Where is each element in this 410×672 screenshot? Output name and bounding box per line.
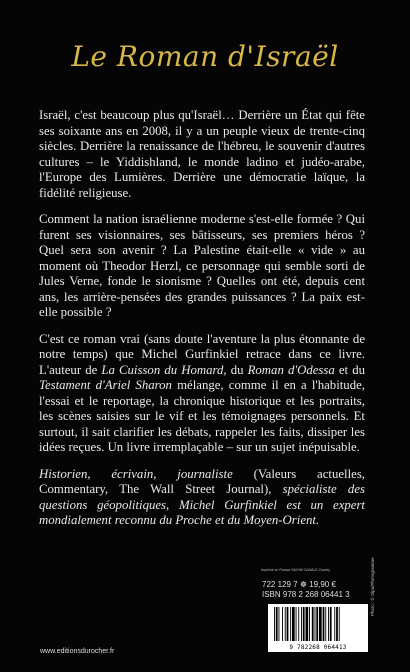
paragraph-3 xyxy=(39,332,365,456)
back-cover-text xyxy=(39,108,365,540)
barcode xyxy=(268,604,368,652)
paragraph-2: Comment la nation israélienne moderne s'est-elle formée ? Qui furent ses visionnaires, ses bâtisseurs, ses premiers héros ? Quel sera son avenir ? La Palestine était-elle « vide » au moment où Theodor Herzl, ce personnage qui semble sorti de Jules Verne, fonde le sionisme ? Quelles ont été, depuis cent ans, les arrière-pensées des grandes puissances ? La paix est-elle possible ? xyxy=(39,212,365,319)
photo-credits: Photo : © Sipa/Photogramme xyxy=(370,557,375,616)
price-line: 722 129 7 ☸ 19,90 € xyxy=(262,580,336,589)
book-title-2: Roman d'Odessa xyxy=(247,362,335,377)
imprint-text: Imprimé en France SAGIM CANALE Courtry xyxy=(261,568,331,572)
paragraph-3-part-1: C'est ce roman vrai (sans doute l'aventure la plus étonnante de notre temps) que Michel Gurfinkiel retrace dans ce livre. L'auteur de xyxy=(39,331,365,377)
book-title: Le Roman d'Israël xyxy=(71,40,339,73)
barcode-icon xyxy=(268,604,368,644)
author-bio-roman: (Valeurs actuelles, Commentary, The Wall Street Journal), xyxy=(39,466,365,496)
author-bio-italic-2: spécialiste des questions géopolitiques, Michel Gurfinkiel est un expert mondialement reconnu du Proche et du Moyen-Orient. xyxy=(39,482,365,527)
paragraph-1: Israël, c'est beaucoup plus qu'Israël… Derrière un État qui fête ses soixante ans en 2008, il y a un peuple vieux de trente-cinq siècles. Derrière la renaissance de l'hébreu, le souvenir d'autres cultures – le Yiddishland, le monde ladino et judéo-arabe, l'Europe des Lumières. Derrière une démocratie laïque, la fidélité religieuse. xyxy=(39,108,365,200)
book-title-3: Testament d'Ariel Sharon xyxy=(39,378,172,392)
isbn-text: ISBN 978 2 268 06441 3 xyxy=(262,590,350,599)
book-title-1: La Cuisson du Homard xyxy=(101,362,224,377)
paragraph-3-part-4: mélange, comme il en a l'habitude, l'essai et le reportage, la chronique historique et les portraits, les scènes saisies sur le vif et les témoignages personnels. Et surtout, il sait clarifier les débats, rappeler les faits, dissiper les idées reçues. Un livre irremplaçable – sur un sujet inépuisable. xyxy=(39,378,365,454)
paragraph-3-part-3: et du xyxy=(334,362,365,377)
barcode-digits: 9 782268 064413 xyxy=(289,644,347,651)
author-bio xyxy=(39,467,365,529)
author-bio-italic-1: Historien, écrivain, journaliste xyxy=(39,466,233,481)
publisher-website: www.editionsdurocher.fr xyxy=(40,648,115,655)
paragraph-3-part-2: , du xyxy=(223,362,248,377)
